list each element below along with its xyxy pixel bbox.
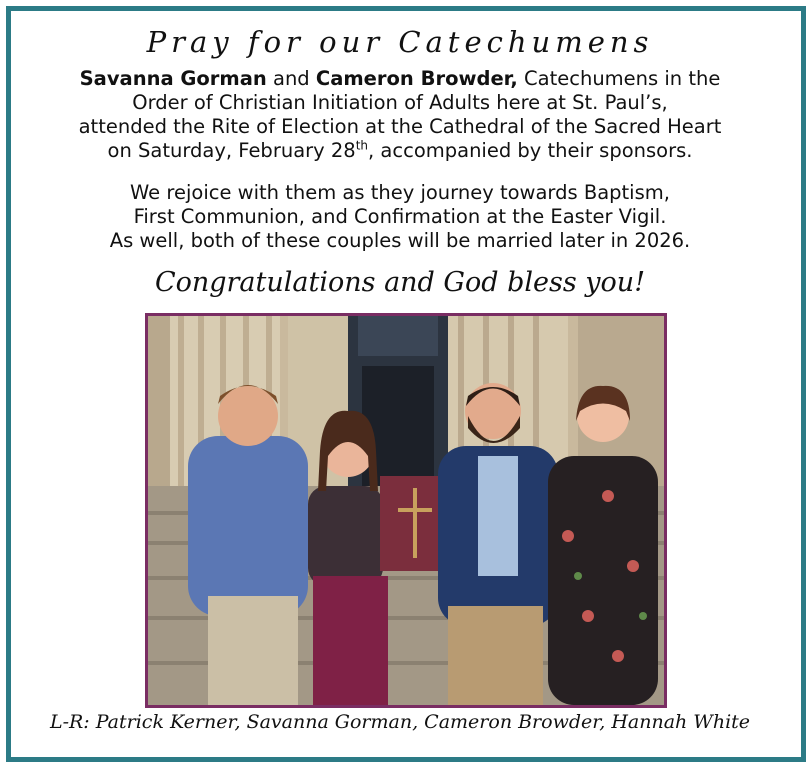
congratulations-line: Congratulations and God bless you!: [154, 267, 646, 298]
rejoice-paragraph: [0, 181, 800, 253]
group-photo: [145, 313, 667, 708]
line1-rest: Catechumens in the: [517, 67, 721, 90]
date-suffix: th: [355, 138, 369, 153]
paragraph-line-2: Order of Christian Initiation of Adults here at St. Paul’s,: [132, 91, 668, 114]
and-word: and: [266, 67, 316, 90]
sponsors-text: , accompanied by their sponsors.: [368, 139, 693, 162]
date-text: on Saturday, February 28: [107, 139, 356, 162]
name-cameron: Cameron Browder,: [315, 67, 518, 90]
rejoice-line-1: We rejoice with them as they journey towards Baptism,: [130, 181, 670, 204]
announcement-paragraph: [0, 67, 800, 163]
name-savanna: Savanna Gorman: [79, 67, 267, 90]
paragraph-line-3: attended the Rite of Election at the Cathedral of the Sacred Heart: [78, 115, 722, 138]
paragraph-line-1: [0, 67, 800, 91]
photo-illustration: [148, 316, 664, 705]
rejoice-line-3: As well, both of these couples will be married later in 2026.: [109, 229, 691, 252]
photo-caption: L-R: Patrick Kerner, Savanna Gorman, Cameron Browder, Hannah White: [49, 711, 751, 733]
heading: Pray for our Catechumens: [146, 25, 654, 59]
paragraph-line-4: [0, 139, 800, 163]
rejoice-line-2: First Communion, and Confirmation at the Easter Vigil.: [133, 205, 667, 228]
